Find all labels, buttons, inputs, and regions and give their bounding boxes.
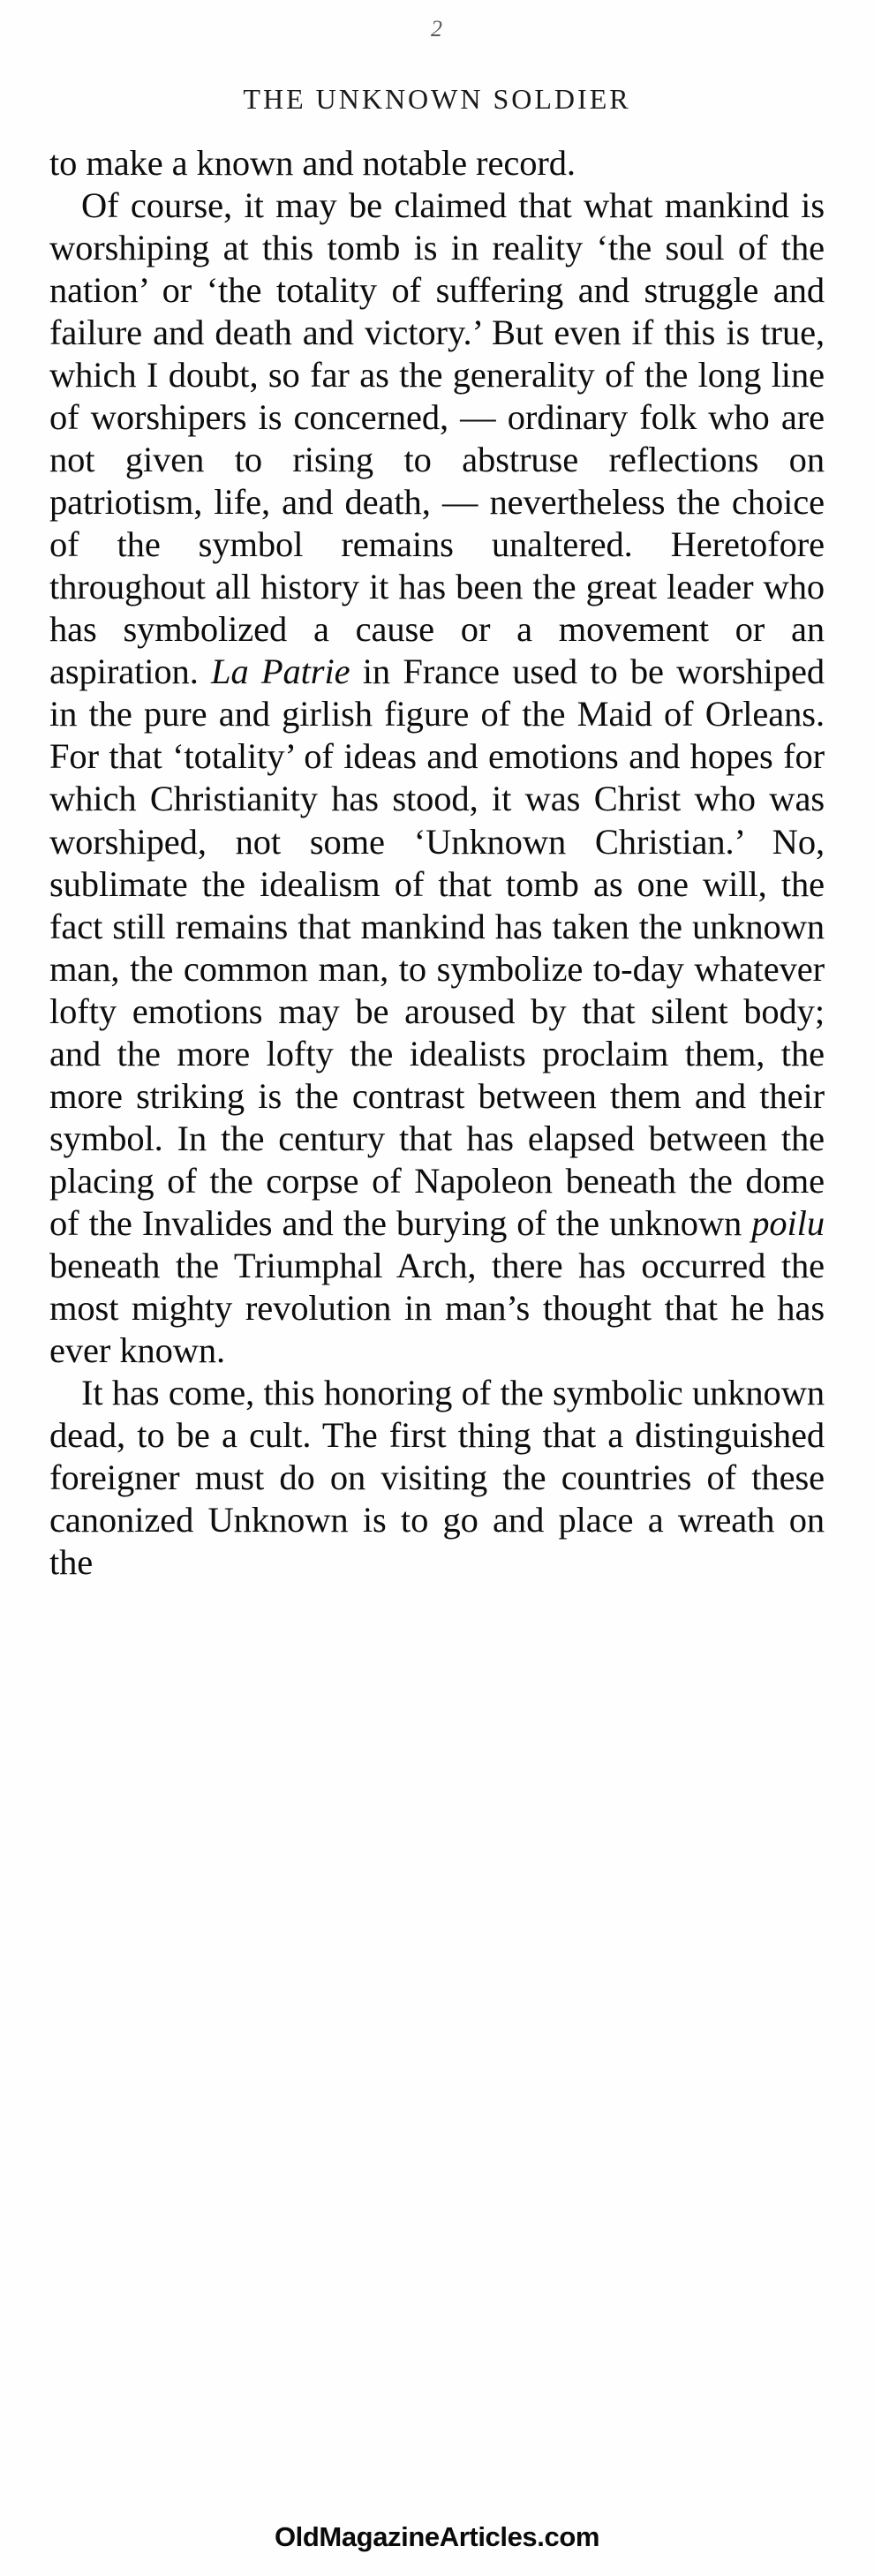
site-watermark: OldMagazineArticles.com (274, 2521, 600, 2552)
page-number: 2 (431, 16, 443, 41)
paragraph-2: Of course, it may be claimed that what mankind is worshiping at this tomb is in reality ‘the soul of the nation’ or ‘the totality of suffering and struggle and failure and death and victory.’ But even if this is true, which I doubt, so far as the generality of the long line of worshipers is concerned, — ordinary folk who are not given to rising to abstruse reflections on patriotism, life, and death, — nevertheless the choice of the symbol remains unaltered. Heretofore throughout all history it has been the great leader who has symbolized a cause or a movement or an aspiration. La Patrie in France used to be worshiped in the pure and girlish figure of the Maid of Orleans. For that ‘totality’ of ideas and emotions and hopes for which Christianity has stood, it was Christ who was worshiped, not some ‘Unknown Christian.’ No, sublimate the idealism of that tomb as one will, the fact still remains that mankind has taken the unknown man, the common man, to symbolize to-day whatever lofty emotions may be aroused by that silent body; and the more lofty the idealists proclaim them, the more striking is the contrast between them and their symbol. In the century that has elapsed between the placing of the corpse of Napoleon beneath the dome of the Invalides and the burying of the unknown poilu beneath the Triumphal Arch, there has occurred the most mighty revolution in man’s thought that he has ever known. (49, 185, 825, 1370)
running-head: THE UNKNOWN SOLDIER (243, 83, 631, 115)
article-body (49, 142, 825, 1584)
paragraph-1: to make a known and notable record. (49, 143, 576, 183)
paragraph-3: It has come, this honoring of the symbolic unknown dead, to be a cult. The first thing that a distinguished foreigner must do on visiting the countries of these canonized Unknown is to go and place a wreath on the (49, 1372, 825, 1583)
